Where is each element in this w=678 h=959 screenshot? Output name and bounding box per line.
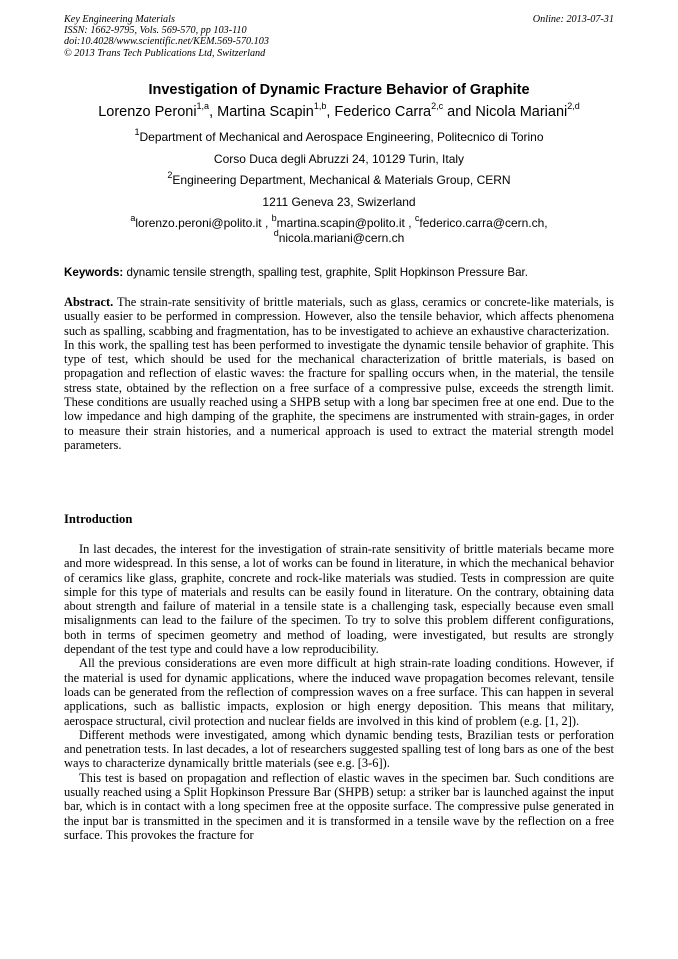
introduction-paragraph: In last decades, the interest for the investigation of strain-rate sensitivity of brittle materials became more and more widespread. In this sense, a lot of works can be found in literature, in which the mechanical behavior of ceramics like glass, graphite, concrete and rock-like materials was studied. Tests in compression are quite simple for this type of materials and results can be easily found in literature. On the contrary, obtaining data about strength and failure of material in a tensile state is a challenging task, especially because even small misalignments can lead to the failure of the specimen. To try to solve this problem different configurations, both in terms of specimen geometry and method of loading, were investigated, but results are strongly dependant of the test type and could have a low reproducibility.: [64, 542, 614, 657]
affiliation-2-line-2: 1211 Geneva 23, Swizerland: [262, 195, 416, 209]
abstract-label: Abstract.: [64, 295, 114, 309]
introduction-body: [64, 542, 614, 842]
email-address: nicola.mariani@cern.ch: [278, 231, 405, 245]
email-line-1: [0, 213, 678, 230]
email-mark: d: [273, 228, 279, 238]
author-separator: ,: [209, 104, 218, 120]
email-line-2: [0, 228, 678, 245]
doi-line: doi:10.4028/www.scientific.net/KEM.569-570.103: [64, 36, 269, 48]
keywords-text: dynamic tensile strength, spalling test, graphite, Split Hopkinson Pressure Bar.: [123, 266, 528, 279]
author-name: Nicola Mariani: [475, 104, 568, 120]
email-address: lorenzo.peroni@polito.it ,: [135, 216, 272, 230]
journal-header: [64, 14, 269, 59]
author-separator: ,: [326, 104, 335, 120]
affiliation-text: Engineering Department, Mechanical & Materials Group, CERN: [172, 173, 511, 187]
keywords-label: Keywords:: [64, 266, 124, 279]
affiliation-mark: 1: [134, 127, 140, 137]
email-address: federico.carra@cern.ch,: [419, 216, 548, 230]
abstract: [64, 295, 614, 452]
affiliation-1-line-2: Corso Duca degli Abruzzi 24, 10129 Turin, Italy: [213, 152, 465, 166]
email-mark: c: [414, 213, 420, 223]
section-heading: Introduction: [64, 512, 133, 526]
abstract-paragraph: In this work, the spalling test has been performed to investigate the dynamic tensile behavior of graphite. This type of test, which should be used for the mechanical characterization of brittle materials, is based on propagation and reflection of elastic waves: the fracture for spalling occurs when, in the material, the tensile stress state, obtained by the reflection on a free surface of a compressive pulse, exceeds the strength limit. These conditions are usually reached using a SHPB setup with a long bar specimen free at one end. Due to the low impedance and high damping of the graphite, the specimens are instrumented with strain-gages, in order to measure their strain histories, and a numerical approach is used to extract the material strength model parameters.: [64, 337, 614, 452]
author-list: [0, 103, 678, 121]
affiliation-mark: 2: [167, 170, 173, 180]
abstract-text: The strain-rate sensitivity of brittle materials, such as glass, ceramics or concrete-like materials, is usually easier to be performed in compression. However, also the tensile behavior, which affects phenomena such as spalling, scabbing and fragmentation, has to be investigated to achieve an exhaustive characterization.: [64, 295, 614, 338]
copyright-line: © 2013 Trans Tech Publications Ltd, Switzerland: [64, 47, 266, 59]
paper-title: Investigation of Dynamic Fracture Behavior of Graphite: [148, 82, 530, 98]
author-affiliation-mark: 1,b: [313, 101, 327, 112]
abstract-paragraph: [64, 295, 614, 338]
author-name: Lorenzo Peroni: [98, 104, 197, 120]
author-affiliation-mark: 2,c: [431, 101, 444, 112]
online-date: Online: 2013-07-31: [532, 14, 614, 25]
introduction-paragraph: Different methods were investigated, among which dynamic bending tests, Brazilian tests or perforation and penetration tests. In last decades, a lot of researchers suggested spalling test of long bars as one of the best ways to characterize dynamically brittle materials (see e.g. [3-6]).: [64, 727, 614, 771]
email-mark: b: [271, 213, 277, 223]
author-affiliation-mark: 1,a: [196, 101, 210, 112]
issn-line: ISSN: 1662-9795, Vols. 569-570, pp 103-110: [64, 25, 247, 37]
author-affiliation-mark: 2,d: [567, 101, 580, 112]
affiliation-2-line-1: [0, 170, 678, 187]
keywords: [64, 266, 614, 280]
author-separator: and: [443, 104, 476, 120]
affiliation-1-line-1: [0, 127, 678, 144]
introduction-paragraph: This test is based on propagation and reflection of elastic waves in the specimen bar. Such conditions are usually reached using a Split Hopkinson Pressure Bar (SHPB) setup: a striker bar is launched against the input bar, which is in contact with a long specimen free at the opposite surface. The compressive pulse generated in the input bar is transmitted in the specimen and it is transformed in a tensile wave by the reflection on a free surface. This provokes the fracture for: [64, 770, 614, 842]
email-mark: a: [130, 213, 136, 223]
journal-name: Key Engineering Materials: [64, 14, 175, 25]
introduction-paragraph: All the previous considerations are even more difficult at high strain-rate loading conditions. However, if the material is used for dynamic applications, where the induced wave propagation becomes relevant, tensile loads can be generated from the reflection of compression waves on a free surface. This can happen in several applications, such as ballistic impacts, explosion or high energy deposition. This means that military, aerospace structural, civil protection and nuclear fields are involved in this kind of problem (e.g. [1, 2]).: [64, 656, 614, 728]
author-name: Federico Carra: [334, 104, 432, 120]
email-address: martina.scapin@polito.it ,: [276, 216, 415, 230]
author-name: Martina Scapin: [217, 104, 314, 120]
affiliation-text: Department of Mechanical and Aerospace Engineering, Politecnico di Torino: [139, 130, 544, 144]
